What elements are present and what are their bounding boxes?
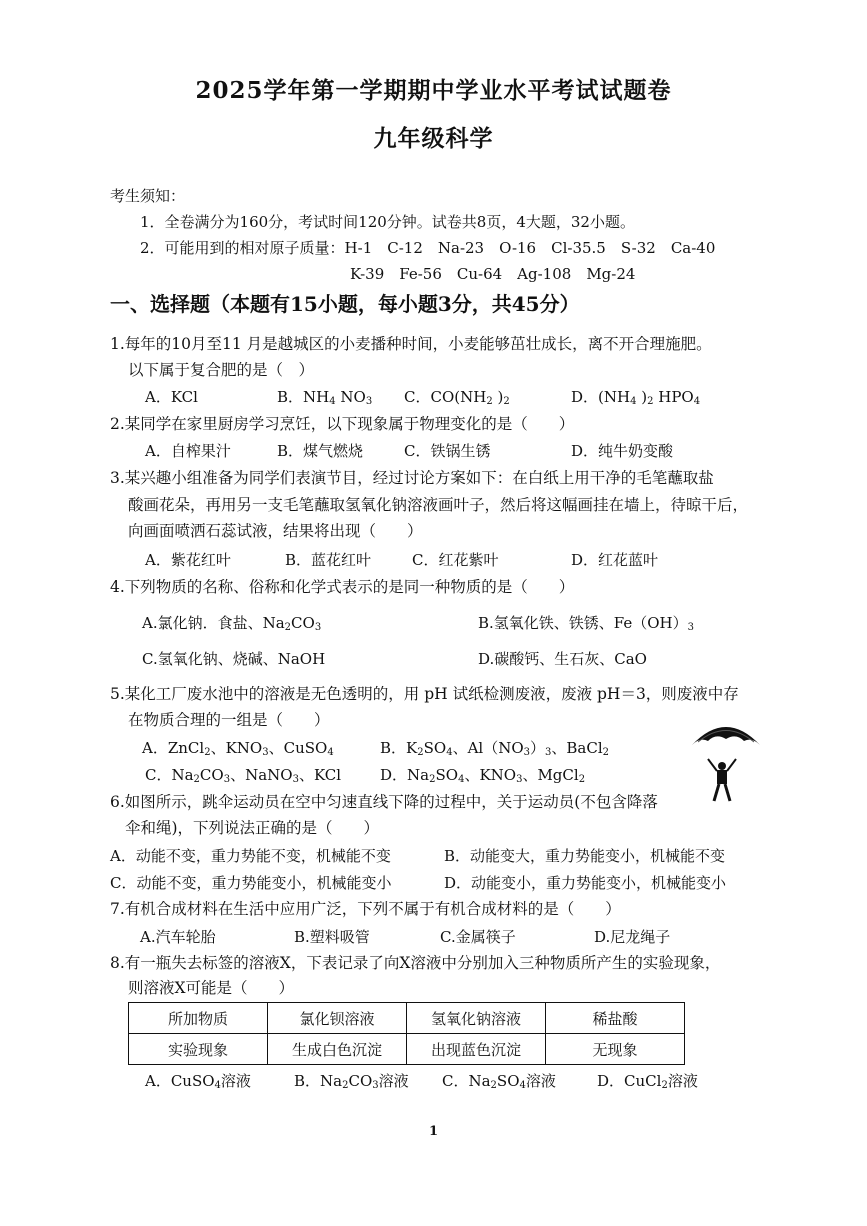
table-cell: 实验现象: [129, 1034, 268, 1065]
q4-option-a: A.氯化钠．食盐、$Na_2CO_3$: [142, 614, 322, 633]
q5-option-d: D．$Na_2SO_4$、$KNO_3$、MgCl$_2$: [380, 766, 586, 785]
q4-stem: 4.下列物质的名称、俗称和化学式表示的是同一种物质的是（ ）: [110, 578, 575, 596]
q7-option-c: C.金属筷子: [440, 928, 516, 946]
table-row: [129, 1003, 685, 1034]
q5-stem-line1: 5.某化工厂废水池中的溶液是无色透明的，用 pH 试纸检测废液，废液 pH＝3，则废液中存: [110, 685, 739, 703]
q3-stem-line3: 向画面喷洒石蕊试液，结果将出现（ ）: [128, 522, 423, 540]
q3-stem-line2: 酸画花朵，再用另一支毛笔蘸取氢氧化钠溶液画叶子，然后将这幅画挂在墙上，待晾干后，: [128, 496, 749, 514]
q8-experiment-table: [128, 1002, 685, 1065]
q1-option-d: D．($NH_4$ )$_2$ $HPO_4$: [571, 388, 701, 407]
parachute-canopy-illustration: [690, 715, 762, 755]
q4-option-b: B.氢氧化铁、铁锈、$Fe(OH)_3$: [478, 614, 695, 633]
q4-option-c: C.氢氧化钠、烧碱、NaOH: [142, 650, 326, 668]
table-cell: 氢氧化钠溶液: [407, 1003, 546, 1034]
q4-option-d: D.碳酸钙、生石灰、CaO: [478, 650, 647, 668]
q8-option-b: B．$Na_2CO_3$溶液: [294, 1072, 409, 1091]
q7-option-a: A.汽车轮胎: [140, 928, 216, 946]
q5-option-b: B．$K_2SO_4$、$Al(NO_3)_3$、BaCl$_2$: [380, 739, 610, 758]
q5-option-a: A．ZnCl$_2$、$KNO_3$、CuSO$_4$: [142, 739, 334, 758]
q5-option-c: C．$Na_2CO_3$、NaNO$_3$、KCl: [145, 766, 342, 785]
q1-option-b: B．$NH_4$ $NO_3$: [277, 388, 373, 407]
q8-option-d: D．CuCl$_2$溶液: [597, 1072, 698, 1091]
q2-option-b: B．煤气燃烧: [277, 442, 364, 460]
q7-stem: 7.有机合成材料在生活中应用广泛，下列不属于有机合成材料的是（ ）: [110, 900, 621, 918]
q8-option-c: C．$Na_2SO_4$溶液: [442, 1072, 556, 1091]
q6-stem-line1: 6.如图所示，跳伞运动员在空中匀速直线下降的过程中，关于运动员(不包含降落: [110, 793, 658, 811]
table-cell: 无现象: [546, 1034, 685, 1065]
q2-option-c: C．铁锅生锈: [404, 442, 491, 460]
table-cell: 生成白色沉淀: [268, 1034, 407, 1065]
exam-title: 2025学年第一学期期中学业水平考试试题卷: [195, 77, 672, 104]
table-row: [129, 1034, 685, 1065]
notice-item-3: K-39 Fe-56 Cu-64 Ag-108 Mg-24: [350, 265, 636, 283]
q6-option-c: C．动能不变，重力势能变小，机械能变小: [110, 874, 392, 892]
q6-option-b: B．动能变大，重力势能变小，机械能不变: [444, 847, 726, 865]
table-cell: 所加物质: [129, 1003, 268, 1034]
q6-option-a: A．动能不变，重力势能不变，机械能不变: [110, 847, 391, 865]
notice-heading: 考生须知：: [110, 187, 186, 205]
q6-option-d: D．动能变小，重力势能变小，机械能变小: [444, 874, 727, 892]
q1-option-c: C．$CO(NH_2$ )$_2$: [404, 388, 510, 407]
q8-option-a: A．CuSO$_4$溶液: [145, 1072, 251, 1091]
table-cell: 出现蓝色沉淀: [407, 1034, 546, 1065]
q1-stem-line2: 以下属于复合肥的是（ ）: [128, 361, 315, 379]
q3-option-a: A．紫花红叶: [145, 551, 231, 569]
q2-stem: 2.某同学在家里厨房学习烹饪，以下现象属于物理变化的是（ ）: [110, 415, 575, 433]
page-number: 1: [428, 1124, 439, 1139]
q1-stem-line1: 1.每年的10月至11 月是越城区的小麦播种时间，小麦能够茁壮成长，离不开合理施肥。: [110, 335, 712, 353]
q3-option-c: C．红花紫叶: [412, 551, 499, 569]
section-heading: 一、选择题（本题有15小题，每小题3分，共45分）: [110, 292, 580, 316]
q2-option-a: A．自榨果汁: [145, 442, 231, 460]
q2-option-d: D．纯牛奶变酸: [571, 442, 674, 460]
notice-item-2: 2．可能用到的相对原子质量：H-1 C-12 Na-23 O-16 Cl-35.5 S-32 Ca-40: [140, 239, 716, 257]
parachutist-figure-illustration: [704, 757, 740, 805]
q3-option-b: B．蓝花红叶: [285, 551, 372, 569]
q7-option-d: D.尼龙绳子: [594, 928, 671, 946]
notice-item-1: 1．全卷满分为160分，考试时间120分钟。试卷共8页，4大题，32小题。: [140, 213, 635, 231]
q3-option-d: D．红花蓝叶: [571, 551, 659, 569]
q6-stem-line2: 伞和绳)，下列说法正确的是（ ）: [125, 819, 380, 837]
q3-stem-line1: 3.某兴趣小组准备为同学们表演节目，经过讨论方案如下：在白纸上用干净的毛笔蘸取盐: [110, 469, 714, 487]
table-cell: 氯化钡溶液: [268, 1003, 407, 1034]
q7-option-b: B.塑料吸管: [294, 928, 370, 946]
table-cell: 稀盐酸: [546, 1003, 685, 1034]
q1-option-a: A．KCl: [145, 388, 198, 406]
q5-stem-line2: 在物质合理的一组是（ ）: [128, 711, 330, 729]
q8-stem-line2: 则溶液X可能是（ ）: [128, 979, 295, 997]
exam-subtitle: 九年级科学: [373, 125, 494, 152]
q8-stem-line1: 8.有一瓶失去标签的溶液X，下表记录了向X溶液中分别加入三种物质所产生的实验现象，: [110, 954, 721, 972]
